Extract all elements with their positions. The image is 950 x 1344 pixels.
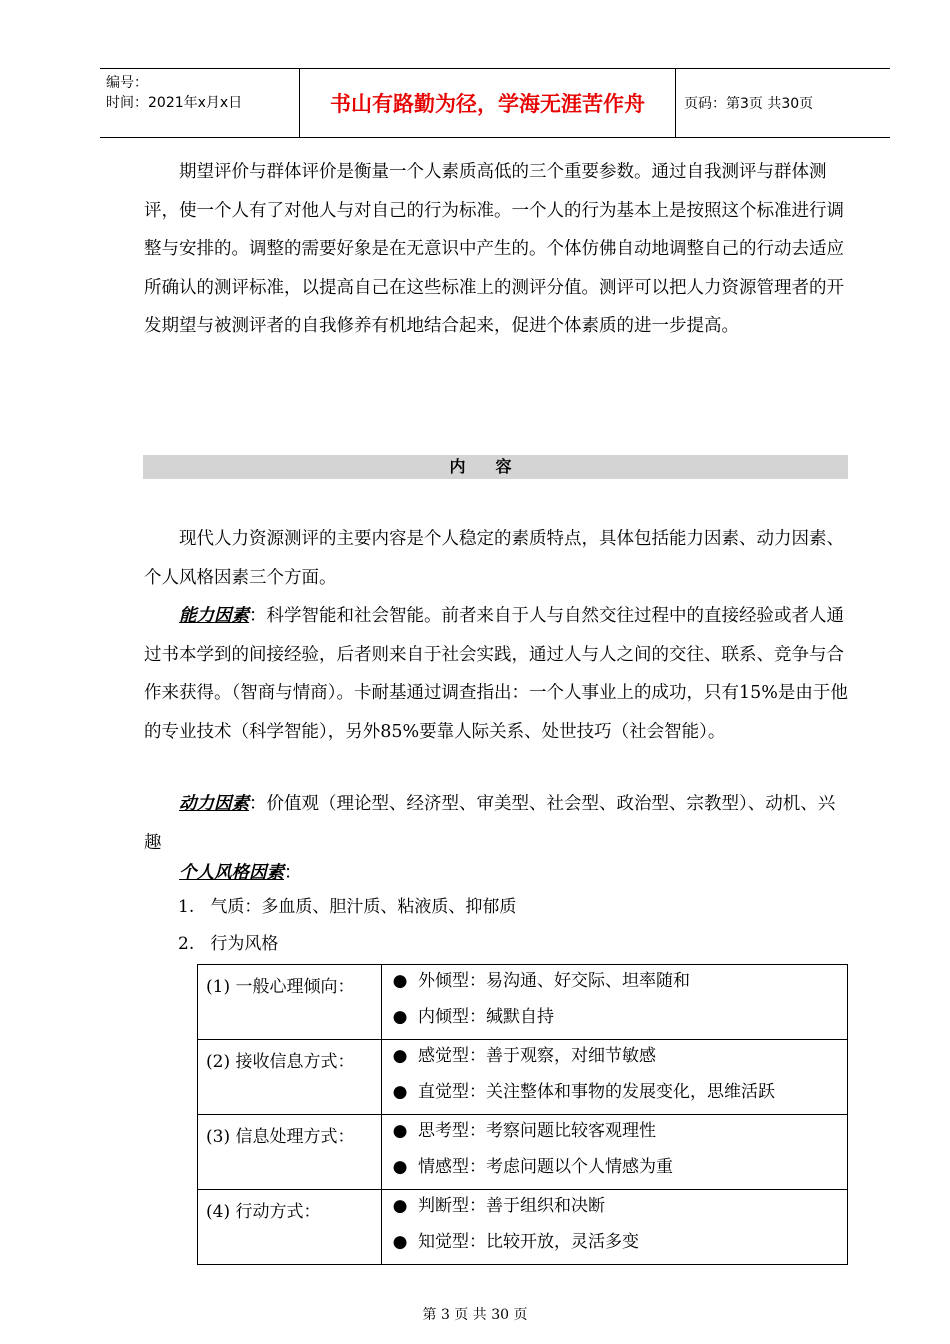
row-label: (3) 信息处理方式： (198, 1115, 382, 1190)
row-items: ● 感觉型：善于观察，对细节敏感 ● 直觉型：关注整体和事物的发展变化，思维活跃 (382, 1040, 848, 1115)
ability-text: ：科学智能和社会智能。前者来自于人与自然交往过程中的直接经验或者人通过书本学到的间接经验，后者则来自于社会实践，通过人与人之间的交往、联系、竞争与合作来获得。（智商与情商）。卡耐基通过调查指出：一个人事业上的成功，只有15%是由于他的专业技术（科学智能），另外85%要靠人际关系、处世技巧（社会智能）。 (144, 606, 848, 742)
bullet-icon: ● (392, 1046, 408, 1066)
header-motto: 书山有路勤为径，学海无涯苦作舟 (300, 69, 676, 137)
header-page-info: 页码：第3页 共30页 (684, 96, 814, 112)
page-header (100, 68, 890, 138)
bullet-icon: ● (392, 1121, 408, 1141)
bullet-icon: ● (392, 1082, 408, 1102)
style-term: 个人风格因素 (179, 863, 284, 883)
bullet-icon: ● (392, 1196, 408, 1216)
table-row (198, 1040, 848, 1115)
table-row (198, 1190, 848, 1265)
motive-term: 动力因素 (179, 794, 249, 814)
number-label: 编号： (106, 75, 148, 91)
row-items: ● 思考型：考察问题比较客观理性 ● 情感型：考虑问题以个人情感为重 (382, 1115, 848, 1190)
ability-term: 能力因素 (179, 606, 249, 626)
row-items: ● 外倾型：易沟通、好交际、坦率随和 ● 内倾型：缄默自持 (382, 965, 848, 1040)
bullet-icon: ● (392, 1232, 408, 1252)
bullet-icon: ● (392, 971, 408, 991)
section-title: 内容 (143, 455, 848, 479)
list-item: 1. 气质：多血质、胆汁质、粘液质、抑郁质 (178, 897, 517, 917)
bullet-icon: ● (392, 1157, 408, 1177)
ability-paragraph (144, 597, 848, 751)
row-label: (2) 接收信息方式： (198, 1040, 382, 1115)
time-label: 时间：2021年x月x日 (106, 95, 243, 111)
row-label: (4) 行动方式： (198, 1190, 382, 1265)
row-label: (1) 一般心理倾向： (198, 965, 382, 1040)
content-intro: 现代人力资源测评的主要内容是个人稳定的素质特点，具体包括能力因素、动力因素、个人风格因素三个方面。 (144, 529, 844, 588)
motive-paragraph (144, 785, 848, 862)
header-meta (100, 69, 300, 137)
behavior-style-table (197, 964, 848, 1265)
page-footer: 第 3 页 共 30 页 (422, 1307, 528, 1323)
intro-paragraph: 期望评价与群体评价是衡量一个人素质高低的三个重要参数。通过自我测评与群体测评，使一个人有了对他人与对自己的行为标准。一个人的行为基本上是按照这个标准进行调整与安排的。调整的需要好象是在无意识中产生的。个体仿佛自动地调整自己的行动去适应所确认的测评标准，以提高自己在这些标准上的测评分值。测评可以把人力资源管理者的开发期望与被测评者的自我修养有机地结合起来，促进个体素质的进一步提高。 (144, 162, 844, 336)
table-row (198, 965, 848, 1040)
motive-text: ：价值观（理论型、经济型、审美型、社会型、政治型、宗教型）、动机、兴趣 (144, 794, 836, 853)
bullet-icon: ● (392, 1007, 408, 1027)
table-row (198, 1115, 848, 1190)
style-heading: 个人风格因素： (179, 863, 302, 883)
list-item: 2. 行为风格 (178, 934, 279, 954)
row-items: ● 判断型：善于组织和决断 ● 知觉型：比较开放，灵活多变 (382, 1190, 848, 1265)
